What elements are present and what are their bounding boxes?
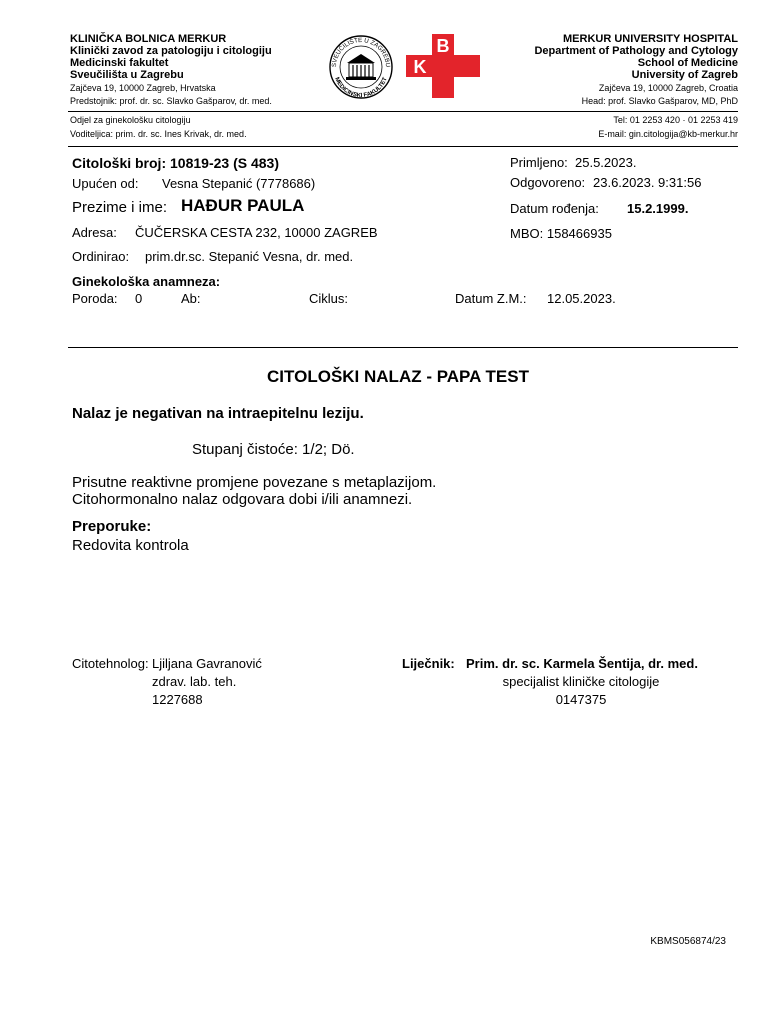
birth-date-value: 15.2.1999. bbox=[627, 201, 689, 216]
info-divider bbox=[68, 347, 738, 348]
seal-text-top: SVEUČILIŠTE U ZAGREBU bbox=[330, 36, 392, 68]
abortions-label: Ab: bbox=[181, 291, 201, 306]
report-cleanliness: Stupanj čistoće: 1/2; Dö. bbox=[192, 441, 355, 458]
doctor-id: 0147375 bbox=[555, 692, 607, 707]
subheader-email: E-mail: gin.citologija@kb-merkur.hr bbox=[598, 129, 738, 139]
header-right-line-3: School of Medicine bbox=[637, 57, 738, 69]
kb-merkur-logo bbox=[406, 34, 480, 98]
header-right-line-1: MERKUR UNIVERSITY HOSPITAL bbox=[563, 33, 738, 45]
header-right-head: Head: prof. Slavko Gašparov, MD, PhD bbox=[581, 96, 738, 106]
header-left-line-4: Sveučilišta u Zagrebu bbox=[70, 69, 184, 81]
logo-letter-k: K bbox=[413, 57, 427, 77]
doctor-title: specijalist kliničke citologije bbox=[502, 674, 660, 689]
logo-letter-b: B bbox=[436, 36, 450, 56]
received-label: Primljeno: bbox=[510, 155, 568, 170]
cytology-number bbox=[72, 155, 279, 171]
answered-label: Odgovoreno: bbox=[510, 175, 586, 190]
doctor-name: Prim. dr. sc. Karmela Šentija, dr. med. bbox=[466, 656, 698, 671]
technician-name: Ljiljana Gavranović bbox=[152, 656, 262, 671]
cytology-number-label: Citološki broj: bbox=[72, 155, 167, 171]
subheader-tel: Tel: 01 2253 420 · 01 2253 419 bbox=[613, 115, 738, 125]
address-label: Adresa: bbox=[72, 225, 117, 240]
header-left-line-1: KLINIČKA BOLNICA MERKUR bbox=[70, 33, 227, 45]
header-right-line-2: Department of Pathology and Cytology bbox=[534, 45, 738, 57]
ordered-by-label: Ordinirao: bbox=[72, 249, 130, 264]
doctor-label: Liječnik: bbox=[402, 656, 455, 671]
document-code: KBMS056874/23 bbox=[650, 936, 726, 947]
header-right-address: Zajčeva 19, 10000 Zagreb, Croatia bbox=[598, 83, 738, 93]
received-value: 25.5.2023. bbox=[575, 155, 637, 170]
cycle-label: Ciklus: bbox=[309, 291, 349, 306]
header-left-head: Predstojnik: prof. dr. sc. Slavko Gašparov, dr. med. bbox=[70, 96, 272, 106]
recommendations-value: Redovita kontrola bbox=[72, 537, 189, 554]
report-finding: Nalaz je negativan na intraepitelnu leziju. bbox=[72, 405, 364, 422]
address-value: ČUČERSKA CESTA 232, 10000 ZAGREB bbox=[135, 225, 378, 240]
technician-id: 1227688 bbox=[152, 692, 203, 707]
anamnesis-title: Ginekološka anamneza: bbox=[72, 274, 221, 289]
ordered-by-value: prim.dr.sc. Stepanić Vesna, dr. med. bbox=[145, 249, 354, 264]
technician-label: Citotehnolog: bbox=[72, 656, 149, 671]
mbo-value: 158466935 bbox=[546, 226, 612, 241]
university-seal bbox=[326, 34, 396, 100]
answered-value: 23.6.2023. 9:31:56 bbox=[593, 175, 702, 190]
referred-by-value: Vesna Stepanić (7778686) bbox=[162, 176, 316, 191]
technician-title: zdrav. lab. teh. bbox=[152, 674, 237, 689]
header-left-line-3: Medicinski fakultet bbox=[70, 57, 169, 69]
subheader-dept: Odjel za ginekološku citologiju bbox=[70, 115, 191, 125]
report-remark-1: Prisutne reaktivne promjene povezane s metaplazijom. bbox=[72, 474, 437, 491]
mbo-label: MBO: bbox=[510, 226, 544, 241]
births-value: 0 bbox=[135, 291, 143, 306]
lmp-label: Datum Z.M.: bbox=[455, 291, 527, 306]
patient-name-label: Prezime i ime: bbox=[72, 199, 168, 216]
header-divider bbox=[68, 111, 738, 112]
cytology-number-value: 10819-23 (S 483) bbox=[170, 155, 279, 171]
seal-text-bottom: MEDICINSKI FAKULTET bbox=[333, 76, 389, 100]
report-title: CITOLOŠKI NALAZ - PAPA TEST bbox=[267, 367, 529, 386]
lmp-value: 12.05.2023. bbox=[547, 291, 616, 306]
header-left-line-2: Klinički zavod za patologiju i citologiju bbox=[70, 45, 272, 57]
header-left-address: Zajčeva 19, 10000 Zagreb, Hrvatska bbox=[70, 83, 216, 93]
recommendations-label: Preporuke: bbox=[72, 518, 152, 535]
patient-name-value: HAĐUR PAULA bbox=[181, 196, 305, 215]
header-right-line-4: University of Zagreb bbox=[631, 69, 738, 81]
report-remark-2: Citohormonalno nalaz odgovara dobi i/ili anamnezi. bbox=[72, 491, 413, 508]
referred-by-label: Upućen od: bbox=[72, 176, 139, 191]
subheader-lead: Voditeljica: prim. dr. sc. Ines Krivak, dr. med. bbox=[70, 129, 247, 139]
subheader-divider bbox=[68, 146, 738, 147]
births-label: Poroda: bbox=[72, 291, 118, 306]
birth-date-label: Datum rođenja: bbox=[510, 201, 599, 216]
mbo bbox=[510, 226, 612, 241]
